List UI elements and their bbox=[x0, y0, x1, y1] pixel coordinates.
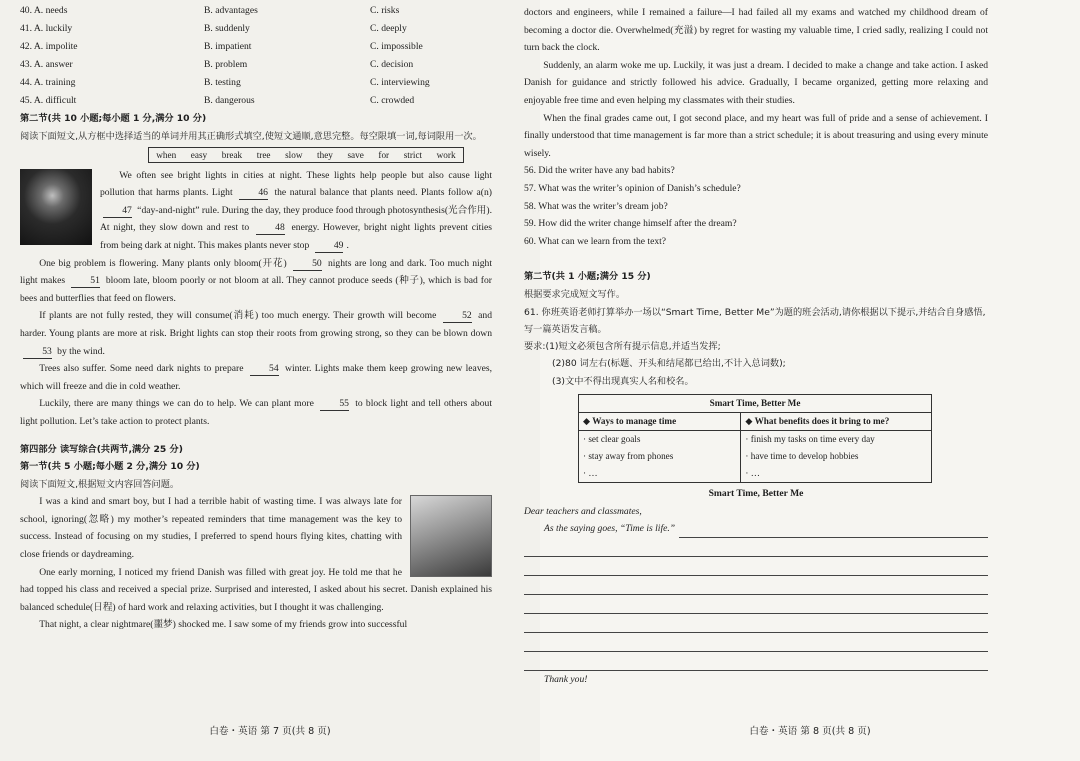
choices-list bbox=[20, 2, 492, 110]
word-box-word: for bbox=[378, 149, 390, 160]
left-column bbox=[20, 2, 492, 634]
option-a: 44. A. training bbox=[20, 77, 76, 89]
hint-item: · finish my tasks on time every day bbox=[745, 434, 875, 445]
answer-blank[interactable]: 50 bbox=[293, 257, 322, 271]
word-box-word: save bbox=[347, 149, 364, 160]
choice-row bbox=[20, 56, 492, 74]
section2-writing-title: 第二节(共 1 小题;满分 15 分) bbox=[524, 271, 651, 283]
section2-title: 第二节(共 10 小题;每小题 1 分,满分 10 分) bbox=[20, 113, 207, 124]
question: 58. What was the writer’s dream job? bbox=[524, 200, 668, 212]
section2-writing-instructions: 根据要求完成短文写作。 bbox=[524, 288, 626, 300]
option-c: C. crowded bbox=[370, 95, 415, 107]
writing-line[interactable] bbox=[524, 557, 988, 576]
passage-paragraph: When the final grades came out, I got second place, and my heart was full of pride and a sense of achievement. I finally understood that time management is far more than a strict schedule; it is about treasuring and using every minute wisely. bbox=[524, 112, 988, 159]
passage-paragraph: doctors and engineers, while I remained a failure—I had failed all my exams and watched my childhood dream of becoming a doctor die. Overwhelmed(充溢) by regret for wasting my valuable time, I cried sadly, realizing I could not turn back the clock. bbox=[524, 7, 988, 54]
option-b: B. impatient bbox=[204, 41, 252, 53]
choice-row bbox=[20, 20, 492, 38]
essay-opening-line bbox=[524, 520, 988, 538]
writing-line[interactable] bbox=[524, 595, 988, 614]
choice-row bbox=[20, 74, 492, 92]
requirements-label: 要求:(1)短文必须包含所有提示信息,并适当发挥; bbox=[524, 340, 721, 352]
writing-line[interactable] bbox=[524, 614, 988, 633]
hint-item: · stay away from phones bbox=[583, 451, 674, 462]
choice-row bbox=[20, 2, 492, 20]
night-lights-photo bbox=[20, 169, 92, 245]
option-b: B. suddenly bbox=[204, 23, 250, 35]
option-c: C. impossible bbox=[370, 41, 423, 53]
writing-line[interactable] bbox=[524, 652, 988, 671]
word-box bbox=[148, 147, 464, 163]
right-column bbox=[524, 4, 988, 689]
word-box-word: work bbox=[436, 149, 456, 160]
passage-paragraph: One early morning, I noticed my friend Danish was filled with great joy. He told me that he had topped his class and received a special prize. Surprised and interested, I asked about his secret. Danish explained his balanced schedule(日程) of hard work and relaxing activities, but I thought it was challenging. bbox=[20, 566, 492, 613]
writing-lines bbox=[524, 538, 988, 671]
answer-blank[interactable]: 49 bbox=[315, 239, 344, 253]
writing-line[interactable] bbox=[524, 633, 988, 652]
writing-line[interactable] bbox=[524, 576, 988, 595]
option-a: 43. A. answer bbox=[20, 59, 73, 71]
question: 57. What was the writer’s opinion of Danish’s schedule? bbox=[524, 182, 741, 194]
section2-instructions: 阅读下面短文,从方框中选择适当的单词并用其正确形式填空,使短文通顺,意思完整。每空限填一词,每词限用一次。 bbox=[20, 130, 482, 142]
answer-blank[interactable]: 54 bbox=[250, 362, 279, 376]
option-c: C. deeply bbox=[370, 23, 407, 35]
benefits-list bbox=[741, 431, 932, 483]
passage-paragraph: Suddenly, an alarm woke me up. Luckily, it was just a dream. I decided to make a change and take action. I asked Danish for guidance and strictly followed his advice. Gradually, I became organized, getting more relaxing and enjoyable free time and even helping my classmates with their studies. bbox=[524, 59, 988, 106]
questions-list bbox=[524, 162, 988, 250]
option-a: 41. A. luckily bbox=[20, 23, 73, 35]
passage-paragraph: Trees also suffer. Some need dark nights to prepare 54 winter. Lights make them keep growing new leaves, which will freeze and die in cold weather. bbox=[20, 363, 493, 392]
option-b: B. testing bbox=[204, 77, 241, 89]
hint-item: · have time to develop hobbies bbox=[745, 451, 859, 462]
requirement-3: (3)文中不得出现真实人名和校名。 bbox=[552, 375, 694, 387]
answer-blank[interactable]: 48 bbox=[256, 221, 285, 235]
passage-paragraph: One big problem is flowering. Many plants only bloom(开花) 50 nights are long and dark. Too much night light makes 51 bloom late, bloom poorly or not bloom at all. They cannot produce seeds (种子), which is bad for bees and butterflies that feed on flowers. bbox=[20, 257, 492, 304]
page-7-footer: 白卷・英语 第 7 页(共 8 页) bbox=[209, 726, 331, 738]
question: 60. What can we learn from the text? bbox=[524, 235, 667, 247]
essay-title: Smart Time, Better Me bbox=[708, 488, 804, 500]
part4-instructions: 阅读下面短文,根据短文内容回答问题。 bbox=[20, 478, 180, 490]
word-box-word: they bbox=[317, 149, 333, 160]
writing-line[interactable] bbox=[524, 538, 988, 557]
option-c: C. decision bbox=[370, 59, 414, 71]
hint-item: · set clear goals bbox=[583, 434, 641, 445]
question-61-prompt: 61. 你班英语老师打算举办一场以“Smart Time, Better Me”为题的班会活动,请你根据以下提示,并结合自身感悟,写一篇英语发言稿。 bbox=[524, 306, 986, 335]
passage-paragraph: We often see bright lights in cities at night. These lights help people but also cause light pollution that harms plants. Light 46 the natural balance that plants need. Plants follow a(n) 47 “day-and-night” rule. During the day, they produce food through photosynthesis(光合作用). At night, they slow down and rest to 48 energy. However, bright night lights prevent cities from being dark at night. This makes plants never stop 49 . bbox=[100, 169, 492, 251]
word-box-word: easy bbox=[190, 149, 208, 160]
ways-header: ◆ Ways to manage time bbox=[579, 413, 741, 431]
ways-list bbox=[579, 431, 741, 483]
option-a: 45. A. difficult bbox=[20, 95, 77, 107]
option-c: C. risks bbox=[370, 5, 400, 17]
word-box-word: slow bbox=[285, 149, 303, 160]
word-box-word: break bbox=[221, 149, 243, 160]
hint-item: · … bbox=[745, 468, 760, 479]
answer-blank[interactable]: 51 bbox=[71, 274, 100, 288]
passage-paragraph: Luckily, there are many things we can do to help. We can plant more 55 to block light and tell others about light pollution. Let’s take action to protect plants. bbox=[20, 398, 492, 427]
option-b: B. advantages bbox=[204, 5, 258, 17]
hint-item: · … bbox=[583, 468, 598, 479]
option-a: 42. A. impolite bbox=[20, 41, 78, 53]
word-box-word: when bbox=[156, 149, 177, 160]
word-box-word: strict bbox=[403, 149, 423, 160]
page-8-footer: 白卷・英语 第 8 页(共 8 页) bbox=[749, 726, 871, 738]
option-b: B. dangerous bbox=[204, 95, 255, 107]
word-box-word: tree bbox=[256, 149, 271, 160]
passage-paragraph: I was a kind and smart boy, but I had a terrible habit of wasting time. I was always late for school, ignoring(忽略) my mother’s repeated reminders that time management was the key to success. Instead of focusing on my studies, I preferred to spend hours flying kites, chatting with close friends or daydreaming. bbox=[20, 496, 402, 561]
requirement-2: (2)80 词左右(标题、开头和结尾都已给出,不计入总词数); bbox=[552, 358, 786, 370]
requirement-1: (1)短文必须包含所有提示信息,并适当发挥; bbox=[545, 340, 721, 352]
choice-row bbox=[20, 38, 492, 56]
question: 59. How did the writer change himself after the dream? bbox=[524, 218, 737, 230]
essay-greeting: Dear teachers and classmates, bbox=[524, 505, 642, 517]
option-a: 40. A. needs bbox=[20, 5, 68, 17]
answer-blank[interactable]: 52 bbox=[443, 309, 472, 323]
answer-blank[interactable]: 55 bbox=[320, 397, 349, 411]
essay-closing: Thank you! bbox=[544, 674, 588, 686]
question: 56. Did the writer have any bad habits? bbox=[524, 165, 675, 177]
answer-blank[interactable]: 53 bbox=[23, 345, 52, 359]
option-c: C. interviewing bbox=[370, 77, 430, 89]
passage-time-management-continued bbox=[524, 4, 988, 162]
part4-title: 第四部分 读写综合(共两节,满分 25 分) bbox=[20, 443, 183, 455]
answer-blank[interactable]: 47 bbox=[103, 204, 132, 218]
hint-table bbox=[578, 394, 932, 483]
option-b: B. problem bbox=[204, 59, 248, 71]
writing-line[interactable] bbox=[679, 525, 988, 538]
passage-paragraph: That night, a clear nightmare(噩梦) shocked me. I saw some of my friends grow into successful bbox=[39, 619, 408, 631]
hint-table-title: Smart Time, Better Me bbox=[579, 395, 932, 413]
answer-blank[interactable]: 46 bbox=[239, 186, 268, 200]
choice-row bbox=[20, 92, 492, 110]
part4-section1-title: 第一节(共 5 小题;每小题 2 分,满分 10 分) bbox=[20, 461, 200, 473]
essay-opening: As the saying goes, “Time is life.” bbox=[544, 523, 676, 535]
passage-paragraph: If plants are not fully rested, they will consume(消耗) too much energy. Their growth will become 52 and harder. Young plants are more at risk. Bright lights can stop their roots from growing strong, so they can be blown down 53 by the wind. bbox=[20, 310, 492, 357]
benefits-header: ◆ What benefits does it bring to me? bbox=[741, 413, 932, 431]
boy-studying-illustration bbox=[410, 495, 492, 577]
